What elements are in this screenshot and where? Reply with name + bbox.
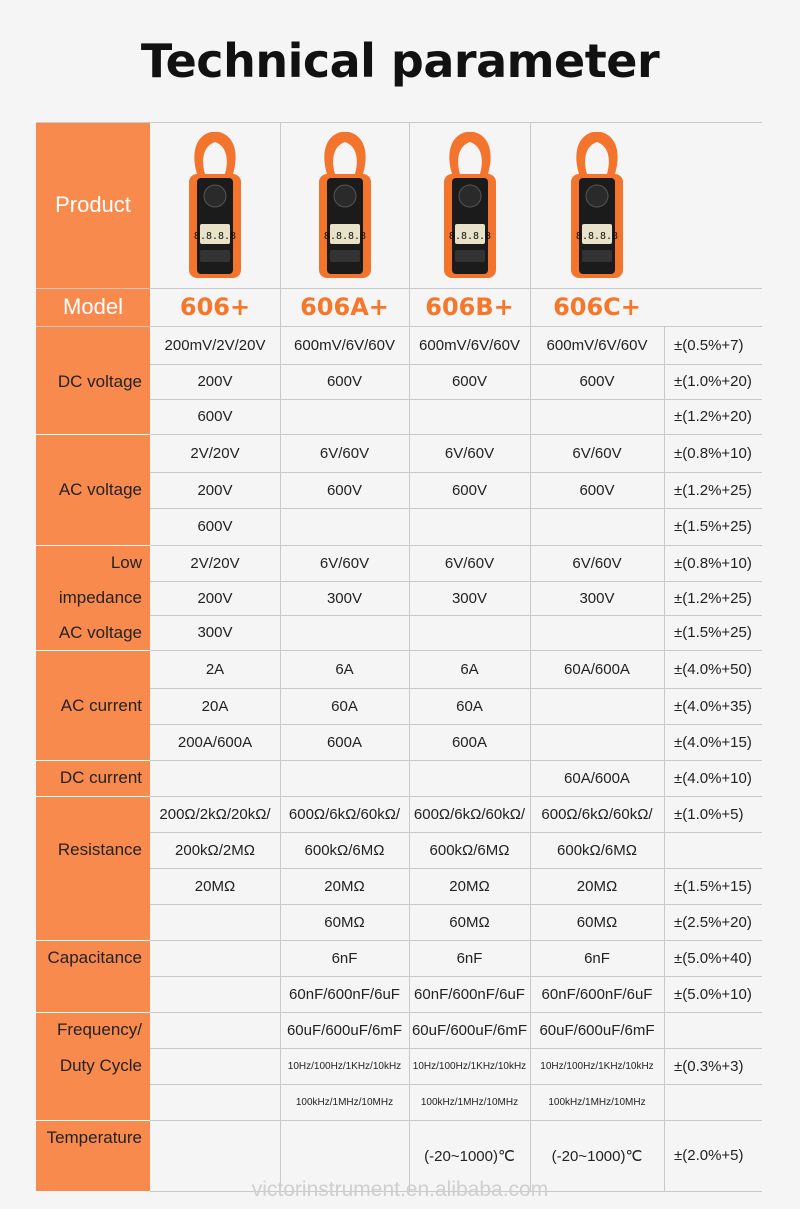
section-line [36,796,150,797]
meter-image-606C+ [530,126,664,286]
spec-cell: 100kHz/1MHz/10MHz [295,1096,394,1108]
spec-cell: 20MΩ [576,877,618,895]
spec-cell: 600kΩ/6MΩ [304,841,385,859]
accuracy-cell: ±(0.3%+3) [674,1057,744,1075]
section-label-ac-voltage: AC voltage [58,480,142,499]
spec-cell: 200V [197,481,233,499]
section-label-temperature: Temperature [46,1128,142,1147]
watermark: victorinstrument.en.alibaba.com [251,1178,549,1201]
spec-cell: 300V [579,589,615,607]
section-label-ac-current: AC current [60,696,142,715]
spec-cell: 60nF/600nF/6uF [541,985,653,1003]
svg-text:8.8.8.8: 8.8.8.8 [193,231,237,242]
spec-cell: 300V [451,589,488,607]
accuracy-cell: ±(4.0%+15) [674,733,752,751]
model-label: Model [63,294,123,319]
spec-cell: 100kHz/1MHz/10MHz [548,1096,646,1108]
spec-cell: 6nF [584,949,610,967]
product-label: Product [55,192,131,217]
spec-cell: 10Hz/100Hz/1KHz/10kHz [287,1060,402,1072]
model-name: 606C+ [553,293,641,321]
spec-cell: 10Hz/100Hz/1KHz/10kHz [412,1060,527,1072]
accuracy-cell: ±(0.5%+7) [674,336,744,354]
spec-cell: 600V [579,481,615,499]
accuracy-cell: ±(2.5%+20) [674,913,752,931]
spec-cell: 60A/600A [564,660,630,678]
spec-cell: 200V [197,373,233,390]
spec-cell: 6V/60V [319,444,370,462]
spec-cell: 200V [197,589,233,607]
spec-cell: 20A [201,697,229,715]
spec-cell: 600Ω/6kΩ/60kΩ/ [541,805,653,823]
section-label-freq-1: Frequency/ [56,1020,142,1039]
spec-cell: 6A [460,660,479,678]
spec-cell: 600Ω/6kΩ/60kΩ/ [413,805,526,823]
meter-image-606A+ [280,126,409,286]
section-label-low-imp-1: Low [110,553,142,572]
svg-text:8.8.8.8: 8.8.8.8 [575,231,619,242]
accuracy-cell: ±(5.0%+40) [674,949,752,967]
accuracy-cell: ±(1.5%+25) [674,518,752,535]
accuracy-cell: ±(0.8%+10) [674,444,752,462]
meter-image-606B+ [409,126,530,286]
spec-cell: 60MΩ [324,913,365,931]
spec-cell: 6A [335,660,354,678]
spec-cell: 2V/20V [190,554,240,572]
section-label-low-imp-2: impedance [58,588,142,607]
section-label-freq-2: Duty Cycle [59,1056,142,1075]
spec-cell: 600A [451,733,488,751]
spec-cell: 600V [326,373,363,390]
spec-cell: 20MΩ [449,877,490,895]
accuracy-cell: ±(4.0%+50) [674,660,752,678]
spec-cell: 60nF/600nF/6uF [289,985,400,1003]
section-label-low-imp-3: AC voltage [58,622,142,642]
accuracy-cell: ±(0.8%+10) [674,554,752,572]
spec-cell: 60MΩ [576,913,618,931]
svg-text:8.8.8.8: 8.8.8.8 [323,231,366,242]
spec-cell: 600V [197,518,233,535]
spec-cell: 10Hz/100Hz/1KHz/10kHz [540,1060,654,1072]
spec-cell: 6nF [331,949,358,967]
spec-cell: 600V [451,373,488,390]
accuracy-cell: ±(1.0%+20) [674,373,752,390]
spec-cell: 200Ω/2kΩ/20kΩ/ [159,805,271,823]
spec-cell: 20MΩ [324,877,365,895]
page-title: Technical parameter [140,34,660,88]
accuracy-cell: ±(1.0%+5) [674,805,744,823]
spec-cell: 600V [579,373,615,390]
accuracy-cell: ±(5.0%+10) [674,985,752,1003]
spec-cell: 600V [451,481,488,499]
spec-cell: 6V/60V [572,444,622,462]
meter-image-606+ [150,126,280,286]
spec-cell: 60uF/600uF/6mF [411,1021,528,1039]
section-label-dc-voltage: DC voltage [57,371,142,391]
accuracy-cell: ±(4.0%+35) [674,697,752,715]
accuracy-cell: ±(1.5%+15) [674,877,752,895]
accuracy-cell: ±(1.2%+25) [674,481,752,499]
spec-cell: 600mV/6V/60V [419,336,520,354]
spec-cell: 600V [326,481,363,499]
spec-cell: 6V/60V [444,444,495,462]
spec-cell: 60A [331,697,358,715]
section-label-capacitance: Capacitance [47,948,142,967]
section-line [36,650,150,651]
spec-cell: 600kΩ/6MΩ [429,841,510,859]
spec-cell: 2A [205,660,225,678]
spec-cell: 600mV/6V/60V [294,336,395,354]
spec-cell: 600V [197,408,233,425]
spec-cell: 600Ω/6kΩ/60kΩ/ [288,805,401,823]
model-name: 606B+ [425,293,514,321]
spec-cell: (-20~1000)℃ [424,1147,515,1165]
spec-cell: 6nF [456,949,483,967]
spec-cell: 600mV/6V/60V [546,336,648,354]
spec-cell: 100kHz/1MHz/10MHz [420,1096,519,1108]
spec-cell: 600A [326,733,363,751]
spec-cell: 300V [326,589,363,607]
spec-cell: 60nF/600nF/6uF [414,985,525,1003]
model-name: 606A+ [300,293,389,321]
spec-cell: 60uF/600uF/6mF [539,1021,655,1039]
spec-cell: 200A/600A [177,733,253,751]
spec-cell: 60A/600A [564,769,630,787]
spec-cell: 300V [197,624,233,641]
accuracy-cell: ±(1.2%+25) [674,589,752,607]
section-line [36,434,150,435]
spec-cell: 6V/60V [444,554,495,572]
accuracy-cell: ±(1.5%+25) [674,624,752,641]
spec-cell: 600kΩ/6MΩ [557,841,637,859]
spec-cell: 20MΩ [194,877,236,895]
spec-cell: 60uF/600uF/6mF [286,1021,403,1039]
section-label-dc-current: DC current [59,768,142,787]
spec-cell: 200kΩ/2MΩ [175,841,255,859]
accuracy-cell: ±(1.2%+20) [674,408,752,425]
spec-cell: 60MΩ [449,913,490,931]
spec-cell: 60A [456,697,483,715]
accuracy-cell: ±(4.0%+10) [674,769,752,787]
spec-cell: 200mV/2V/20V [164,336,266,354]
spec-cell: (-20~1000)℃ [551,1147,643,1165]
svg-text:8.8.8.8: 8.8.8.8 [448,231,491,242]
spec-cell: 6V/60V [572,554,622,572]
spec-cell: 6V/60V [319,554,370,572]
accuracy-cell: ±(2.0%+5) [674,1147,744,1164]
spec-cell: 2V/20V [190,444,240,462]
section-label-resistance: Resistance [57,840,142,859]
model-name: 606+ [179,293,251,321]
